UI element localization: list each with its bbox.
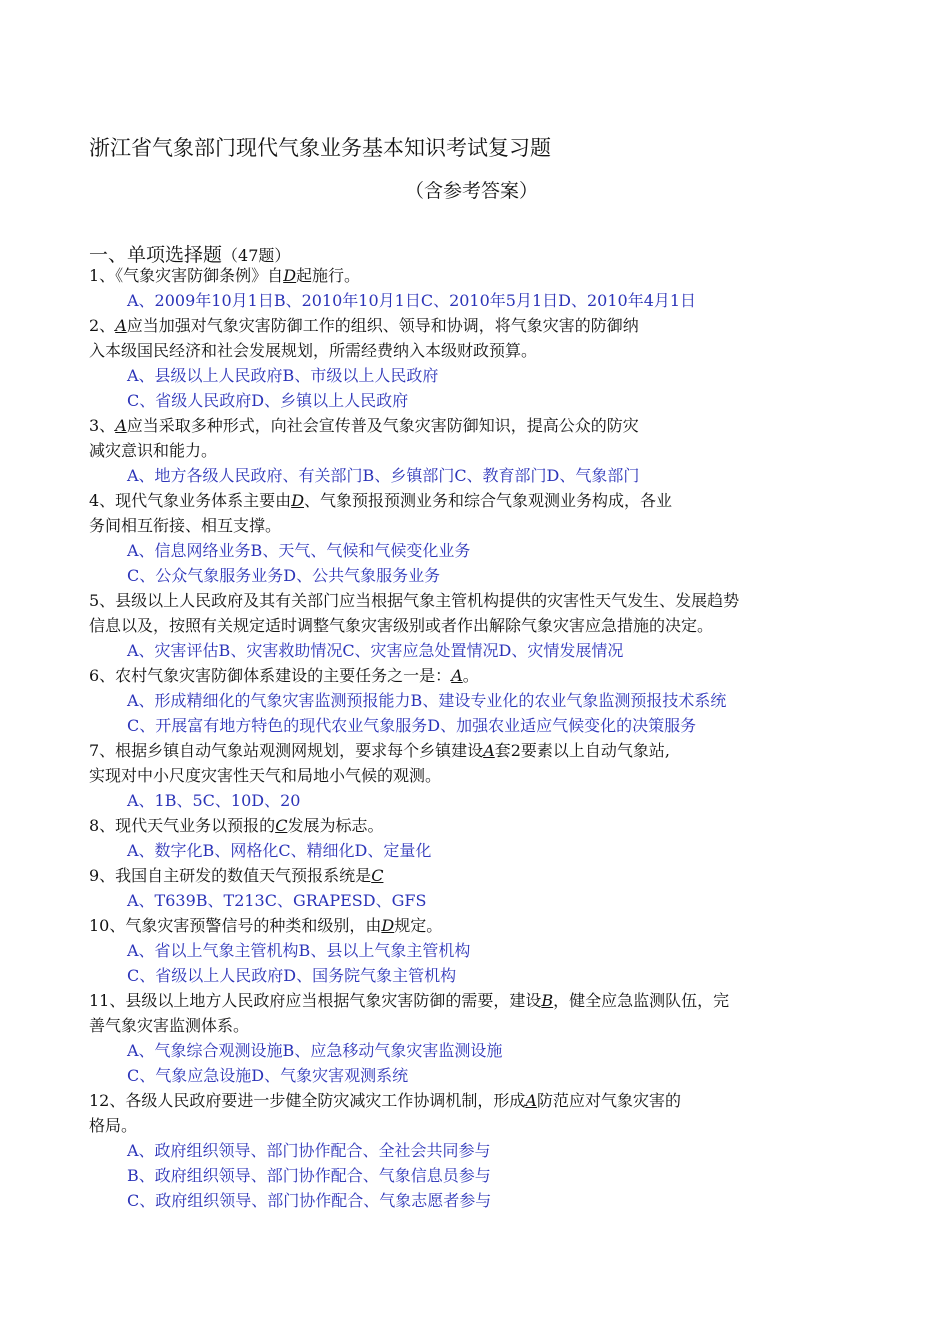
answer-mark: C [275,816,288,835]
question-stem: 3、 [89,416,116,435]
question-stem: 发展为标志。 [287,816,384,835]
answer-mark: A [483,741,495,760]
question-10 [89,913,879,988]
question-text [89,313,879,338]
option-line: A、政府组织领导、部门协作配合、全社会共同参与 [127,1141,491,1160]
option-line: A、数字化B、网格化C、精细化D、定量化 [127,841,432,860]
answer-mark: A [525,1091,537,1110]
question-stem: 1、《气象灾害防御条例》自 [89,266,284,285]
answer-mark: A [115,316,127,335]
answer-mark: D [381,916,395,935]
question-12 [89,1088,879,1213]
question-stem: 7、根据乡镇自动气象站观测网规划，要求每个乡镇建设 [89,741,484,760]
answer-mark: B [541,991,554,1010]
question-text [89,1088,879,1113]
option-line: A、2009年10月1日B、2010年10月1日C、2010年5月1日D、2010年4月1日 [127,291,697,310]
question-9 [89,863,879,913]
question-stem: 起施行。 [296,266,361,285]
question-text [89,738,879,763]
section-question-count: （47题） [222,246,291,265]
option-line: A、灾害评估B、灾害救助情况C、灾害应急处置情况D、灾情发展情况 [127,641,624,660]
question-4 [89,488,879,588]
question-text-continued: 善气象灾害监测体系。 [89,1016,250,1035]
question-11 [89,988,879,1088]
question-text [89,413,879,438]
question-stem: 6、农村气象灾害防御体系建设的主要任务之一是： [89,666,452,685]
option-line: B、政府组织领导、部门协作配合、气象信息员参与 [127,1166,491,1185]
question-text [89,913,879,938]
question-7 [89,738,879,813]
question-stem: ，健全应急监测队伍，完 [553,991,730,1010]
question-text-continued: 减灾意识和能力。 [89,441,218,460]
question-5 [89,588,879,663]
option-line: A、气象综合观测设施B、应急移动气象灾害监测设施 [127,1041,503,1060]
answer-mark: A [451,666,463,685]
question-1 [89,263,879,313]
question-text-continued: 入本级国民经济和社会发展规划，所需经费纳入本级财政预算。 [89,341,538,360]
question-text-continued: 格局。 [89,1116,138,1135]
question-list [89,263,879,1213]
question-stem: 8、现代天气业务以预报的 [89,816,276,835]
question-text [89,663,879,688]
question-stem: 应当加强对气象灾害防御工作的组织、领导和协调，将气象灾害的防御纳 [126,316,639,335]
question-text: 5、县级以上人民政府及其有关部门应当根据气象主管机构提供的灾害性天气发生、发展趋势 [89,591,740,610]
answer-mark: D [291,491,305,510]
document-subtitle: （含参考答案） [405,180,539,202]
question-stem: 防范应对气象灾害的 [536,1091,681,1110]
question-3 [89,413,879,488]
question-8 [89,813,879,863]
option-line: A、形成精细化的气象灾害监测预报能力B、建设专业化的农业气象监测预报技术系统 [127,691,727,710]
question-text [89,488,879,513]
question-stem: 规定。 [394,916,443,935]
option-line: C、政府组织领导、部门协作配合、气象志愿者参与 [127,1191,492,1210]
question-stem: 4、现代气象业务体系主要由 [89,491,292,510]
question-6 [89,663,879,738]
option-line: C、省级以上人民政府D、国务院气象主管机构 [127,966,457,985]
question-2 [89,313,879,413]
option-line: C、气象应急设施D、气象灾害观测系统 [127,1066,409,1085]
answer-mark: A [115,416,127,435]
option-line: A、1B、5C、10D、20 [127,791,301,810]
question-text-continued: 实现对中小尺度灾害性天气和局地小气候的观测。 [89,766,442,785]
option-line: A、T639B、T213C、GRAPESD、GFS [127,891,427,910]
option-line: C、公众气象服务业务D、公共气象服务业务 [127,566,441,585]
question-stem: 11、县级以上地方人民政府应当根据气象灾害防御的需要，建设 [89,991,542,1010]
question-text [89,813,879,838]
answer-mark: C [371,866,384,885]
option-line: A、信息网络业务B、天气、气候和气候变化业务 [127,541,471,560]
option-line: C、省级人民政府D、乡镇以上人民政府 [127,391,409,410]
question-stem: 10、气象灾害预警信号的种类和级别，由 [89,916,382,935]
section-heading-text: 一、单项选择题 [89,244,223,266]
question-stem: 12、各级人民政府要进一步健全防灾减灾工作协调机制，形成 [89,1091,526,1110]
question-text-continued: 务间相互衔接、相互支撑。 [89,516,282,535]
question-text [89,863,879,888]
document-title: 浙江省气象部门现代气象业务基本知识考试复习题 [89,136,551,160]
question-stem: 应当采取多种形式，向社会宣传普及气象灾害防御知识，提高公众的防灾 [126,416,639,435]
option-line: A、地方各级人民政府、有关部门B、乡镇部门C、教育部门D、气象部门 [127,466,640,485]
question-text-continued: 信息以及，按照有关规定适时调整气象灾害级别或者作出解除气象灾害应急措施的决定。 [89,616,714,635]
question-stem: 、气象预报预测业务和综合气象观测业务构成，各业 [304,491,673,510]
question-stem: 套2要素以上自动气象站, [494,741,671,760]
option-line: A、县级以上人民政府B、市级以上人民政府 [127,366,439,385]
question-stem: 。 [462,666,479,685]
question-text [89,263,879,288]
question-stem: 9、我国自主研发的数值天气预报系统是 [89,866,372,885]
option-line: A、省以上气象主管机构B、县以上气象主管机构 [127,941,471,960]
option-line: C、开展富有地方特色的现代农业气象服务D、加强农业适应气候变化的决策服务 [127,716,697,735]
question-text [89,988,879,1013]
question-stem: 2、 [89,316,116,335]
answer-mark: D [283,266,297,285]
